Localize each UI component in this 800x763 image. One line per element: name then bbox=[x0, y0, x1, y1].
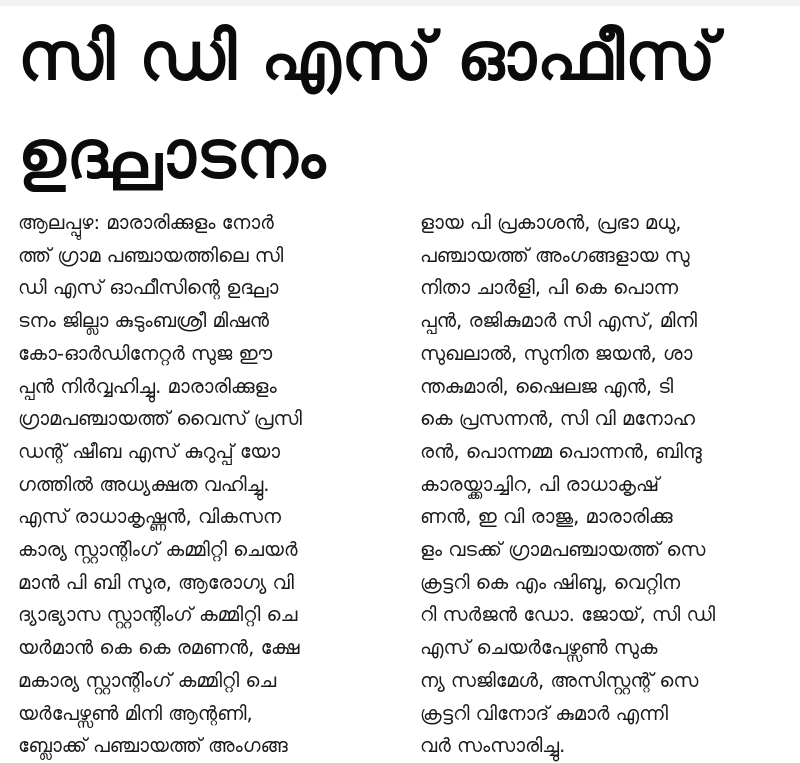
body-text-line: ളം വടക്ക് ഗ്രാമപഞ്ചായത്ത് സെ bbox=[420, 538, 706, 562]
headline-line-2: ഉദ്ഘാടനം bbox=[18, 116, 327, 193]
body-text-line: ബ്ലോക്ക് പഞ്ചായത്ത് അംഗങ്ങ bbox=[18, 734, 288, 758]
body-text-line: പ്പൻ നിർവ്വഹിച്ചു. മാരാരിക്കുളം bbox=[18, 374, 277, 398]
body-text-line: ഗ്രാമപഞ്ചായത്ത് വൈസ് പ്രസി bbox=[18, 407, 302, 431]
body-text-line: ആലപ്പുഴ: മാരാരിക്കുളം നോർ bbox=[18, 211, 274, 234]
body-text-line: ദ്യാഭ്യാസ സ്റ്റാന്റിംഗ് കമ്മിറ്റി ചെ bbox=[18, 603, 298, 627]
body-text-line: ഗത്തിൽ അധ്യക്ഷത വഹിച്ചു. bbox=[18, 472, 270, 496]
body-text-line: റി സർജൻ ഡോ. ജോയ്, സി ഡി bbox=[420, 603, 716, 627]
body-text-line: സുഖലാൽ, സുനിത ജയൻ, ശാ bbox=[420, 341, 693, 365]
body-text-line: മകാര്യ സ്റ്റാന്റിംഗ് കമ്മിറ്റി ചെ bbox=[18, 668, 277, 692]
body-text-line: ടനം ജില്ലാ കുടുംബശ്രീ മിഷൻ bbox=[18, 309, 269, 333]
body-text-line: ന്തകുമാരി, ഷൈലജ എൻ, ടി bbox=[420, 374, 674, 398]
article-column-left bbox=[18, 207, 400, 758]
body-text-line: കാരയ്ക്കാച്ചിറ, പി രാധാകൃഷ് bbox=[420, 472, 660, 496]
body-text-line: ളായ പി പ്രകാശൻ, പ്രഭാ മധു, bbox=[420, 211, 682, 234]
body-text-line: ഡി എസ് ഓഫീസിന്റെ ഉദ്ഘാ bbox=[18, 276, 279, 300]
article-headline bbox=[18, 8, 788, 204]
body-text-line: കോ-ഓർഡിനേറ്റർ സുജ ഈ bbox=[18, 341, 273, 365]
body-text-line: ത്ത് ഗ്രാമ പഞ്ചായത്തിലെ സി bbox=[18, 243, 284, 267]
body-text-line: യർപേഴ്സൺ മിനി ആന്റണി, bbox=[18, 701, 253, 725]
top-page-rule bbox=[0, 0, 800, 6]
body-text-line: കെ പ്രസന്നൻ, സി വി മനോഹ bbox=[420, 407, 695, 431]
body-text-line: ക്രട്ടറി വിനോദ് കുമാർ എന്നി bbox=[420, 701, 668, 725]
body-text-line: കാര്യ സ്റ്റാന്റിംഗ് കമ്മിറ്റി ചെയർ bbox=[18, 538, 298, 562]
body-text-line: യർമാൻ കെ കെ രമണൻ, ക്ഷേ bbox=[18, 636, 300, 660]
body-text-line: നിതാ ചാർളി, പി കെ പൊന്ന bbox=[420, 276, 679, 300]
body-text-line: എസ് ചെയർപേഴ്സൺ സുക bbox=[420, 636, 658, 660]
body-text-line: ണൻ, ഇ വി രാജു, മാരാരിക്കു bbox=[420, 505, 673, 529]
body-text-line: പ്പൻ, രജികുമാർ സി എസ്, മിനി bbox=[420, 309, 698, 333]
article-body bbox=[18, 207, 792, 758]
body-text-line: വർ സംസാരിച്ചു. bbox=[420, 734, 566, 758]
body-text-line: എസ് രാധാകൃഷ്ണൻ, വികസന bbox=[18, 505, 281, 529]
body-text-line: മാൻ പി ബി സുര, ആരോഗ്യ വി bbox=[18, 570, 294, 594]
body-text-line: ഡന്റ് ഷീബ എസ് കുറുപ്പ് യോ bbox=[18, 439, 281, 463]
body-text-line: ക്രട്ടറി കെ എം ഷിബു, വെറ്റിന bbox=[420, 570, 681, 594]
body-text-line: പഞ്ചായത്ത് അംഗങ്ങളായ സു bbox=[420, 243, 690, 267]
body-text-line: രൻ, പൊന്നമ്മ പൊന്നൻ, ബിന്ദു bbox=[420, 439, 702, 463]
body-text-line: ന്യ സജിമേൾ, അസിസ്റ്റന്റ് സെ bbox=[420, 668, 699, 692]
headline-line-1: സി ഡി എസ് ഓഫീസ് bbox=[18, 18, 717, 95]
article-column-right bbox=[420, 207, 792, 758]
